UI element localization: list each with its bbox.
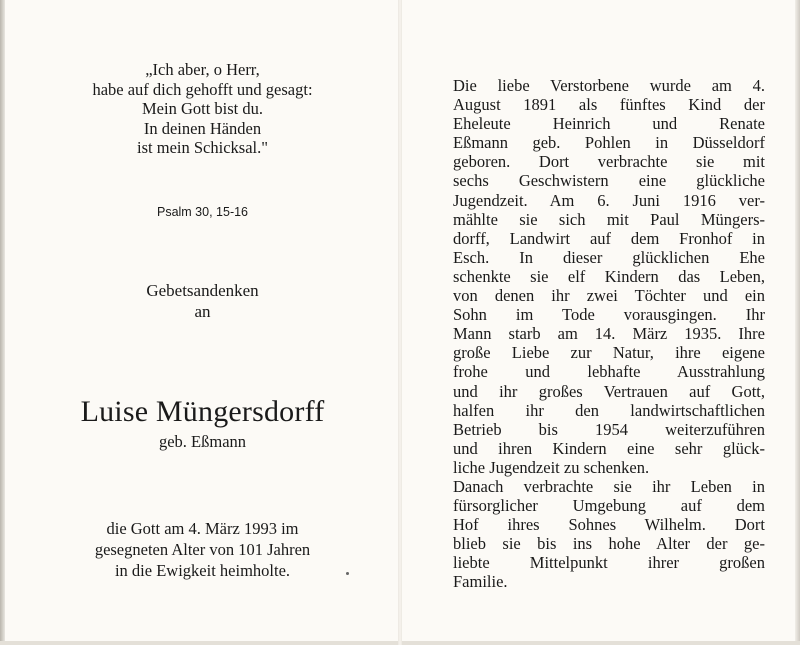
biography-line: Betrieb bis 1954 weiterzuführen <box>453 419 765 439</box>
biography-text <box>453 76 765 592</box>
biography-line: frohe und lebhafte Ausstrahlung <box>453 362 765 382</box>
verse-line: ist mein Schicksal." <box>137 138 268 157</box>
card-edge-left <box>0 0 5 645</box>
biography-line: von denen ihr zwei Töchter und ein <box>453 286 765 306</box>
deceased-name: Luise Müngersdorff <box>80 395 325 428</box>
biography-line: Danach verbrachte sie ihr Leben in <box>453 476 765 496</box>
death-line: die Gott am 4. März 1993 im <box>106 519 299 538</box>
prayer-heading <box>30 280 375 322</box>
biography-line: dorff, Landwirt auf dem Fronhof in <box>453 228 765 248</box>
death-line: in die Ewigkeit heimholte. <box>114 561 291 580</box>
verse-line: „Ich aber, o Herr, <box>145 60 260 79</box>
biography-line: Eßmann geb. Pohlen in Düsseldorf <box>453 133 765 153</box>
death-notice <box>30 518 375 581</box>
biography-line: halfen ihr den landwirtschaftlichen <box>453 400 765 420</box>
biography-line: und ihr großes Vertrauen auf Gott, <box>453 381 765 401</box>
verse-line: In deinen Händen <box>143 118 262 138</box>
biography-line: Die liebe Verstorbene wurde am 4. <box>453 76 765 95</box>
left-panel <box>30 60 375 580</box>
biography-line: Hof ihres Sohnes Wilhelm. Dort <box>453 515 765 535</box>
biography-line: sechs Geschwistern eine glückliche <box>453 171 765 191</box>
biography-line: blieb sie bis ins hohe Alter der ge- <box>453 534 765 554</box>
paper-speck <box>346 572 349 575</box>
biography-line: Eheleute Heinrich und Renate <box>453 114 765 134</box>
verse-reference: Psalm 30, 15-16 <box>156 205 249 219</box>
biography-line: liche Jugendzeit zu schenken. <box>453 457 650 477</box>
prayer-line: an <box>194 302 211 321</box>
biography-line: und ihren Kindern eine sehr glück- <box>453 438 765 458</box>
biography-line: Mann starb am 14. März 1935. Ihre <box>453 324 765 344</box>
biography-line: geboren. Dort verbrachte sie mit <box>453 152 765 172</box>
maiden-name: geb. Eßmann <box>158 432 247 451</box>
biography-line: liebte Mittelpunkt ihrer großen <box>453 553 765 573</box>
biography-line: große Liebe zur Natur, ihre eigene <box>453 343 765 363</box>
verse-line: habe auf dich gehofft und gesagt: <box>92 79 313 99</box>
card-edge-right <box>795 0 800 645</box>
biography-line: Sohn im Tode vorausgingen. Ihr <box>453 305 765 325</box>
biography-line: schenkte sie elf Kindern das Leben, <box>453 266 765 286</box>
biography-line: Familie. <box>453 572 508 592</box>
prayer-line: Gebetsandenken <box>146 281 259 300</box>
card-fold <box>398 0 402 645</box>
biography-line: fürsorglicher Umgebung auf dem <box>453 496 765 516</box>
biography-line: Esch. In dieser glücklichen Ehe <box>453 247 765 267</box>
bible-verse <box>30 60 375 158</box>
death-line: gesegneten Alter von 101 Jahren <box>94 540 311 559</box>
biography-line: mählte sie sich mit Paul Müngers- <box>453 209 765 229</box>
biography-line: Jugendzeit. Am 6. Juni 1916 ver- <box>453 190 765 210</box>
verse-line: Mein Gott bist du. <box>141 99 263 118</box>
biography-line: August 1891 als fünftes Kind der <box>453 95 765 115</box>
